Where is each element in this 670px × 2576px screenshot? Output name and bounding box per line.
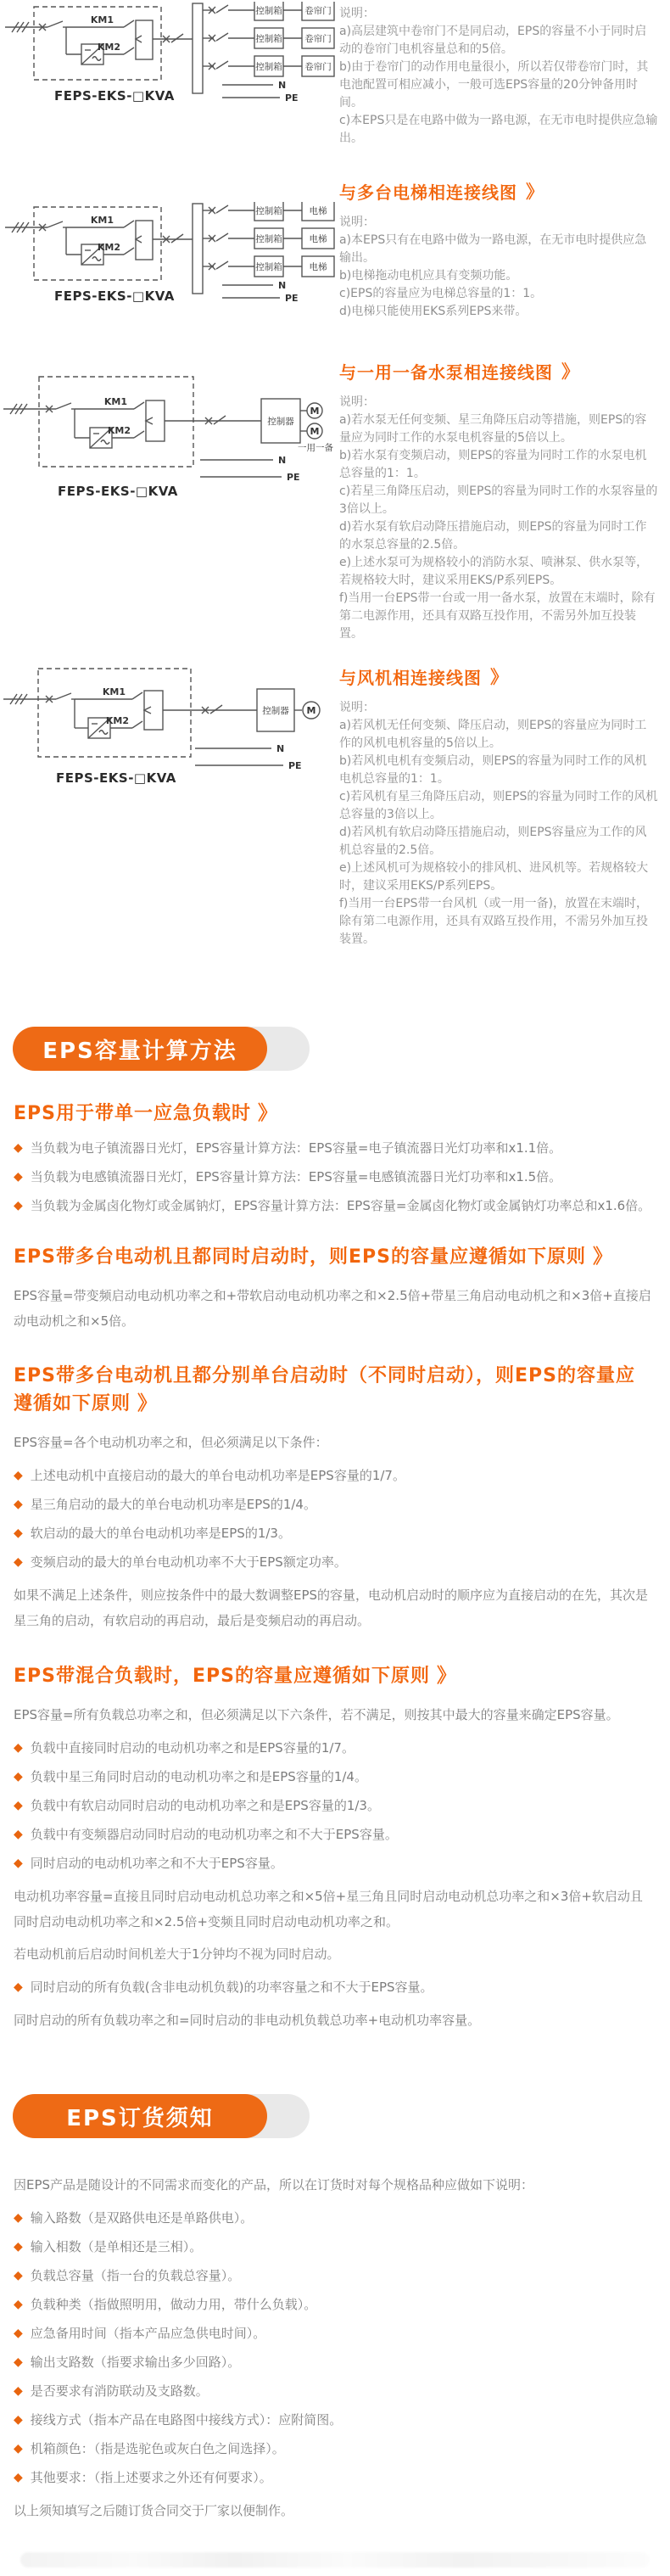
bullet-text: 负载中有变频器启动同时启动的电动机功率之和不大于EPS容量。 xyxy=(30,1827,398,1842)
km1-label: KM1 xyxy=(90,215,114,226)
diamond-bullet-icon: ◆ xyxy=(14,2298,23,2311)
double-chevron-icon: 》 xyxy=(526,182,544,202)
note-item: a)高层建筑中卷帘门不是同启动，EPS的容量不小于同时启动的卷帘门电机容量总和的5倍。 xyxy=(339,25,647,56)
diamond-bullet-icon: ◆ xyxy=(14,2413,23,2427)
control-box-label: 控制箱 xyxy=(255,34,282,44)
bullet-text: 负载种类（指做照明用，做动力用，带什么负载）。 xyxy=(30,2297,317,2312)
diamond-bullet-icon: ◆ xyxy=(14,1856,23,1870)
note-item: a)若风机无任何变频、降压启动，则EPS的容量应为同时工作的风机电机容量的5倍以上。 xyxy=(339,719,647,750)
diamond-bullet-icon: ◆ xyxy=(14,1170,23,1184)
notes-title: 说明： xyxy=(339,701,375,714)
bullet-text: 同时启动的所有负载(含非电动机负载)的功率容量之和不大于EPS容量。 xyxy=(30,1980,433,1995)
pe-line-label: PE xyxy=(285,293,299,304)
bullet-text: 负载总容量（指一台的负载总容量）。 xyxy=(30,2268,241,2283)
list-item xyxy=(14,1739,653,1756)
km2-label: KM2 xyxy=(97,242,120,253)
list-item xyxy=(14,1525,653,1542)
note-item: e)上述水泵可为规格较小的消防水泵、喷淋泵、供水泵等，若规格较大时，建议采用EKS/P系列EPS。 xyxy=(339,556,649,587)
section-heading-text: 与风机相连接线图 xyxy=(339,667,482,688)
control-box-label: 控制箱 xyxy=(255,234,282,244)
list-item xyxy=(14,1768,653,1785)
double-chevron-icon: 》 xyxy=(258,1102,278,1124)
diamond-bullet-icon: ◆ xyxy=(14,2211,23,2225)
note-item: b)由于卷帘门的动作用电量很小，所以若仅带卷帘门时，其电池配置可相应减小，一般可选EPS容量的20分钟备用时间。 xyxy=(339,60,649,109)
diamond-bullet-icon: ◆ xyxy=(14,2442,23,2456)
banner-pill: EPS容量计算方法 xyxy=(13,1027,267,1071)
double-chevron-icon: 》 xyxy=(490,667,509,687)
section-heading xyxy=(339,664,658,689)
rolling-door-label: 卷帘门 xyxy=(304,62,332,72)
bullet-text: 输出支路数（指要求输出多少回路）。 xyxy=(30,2355,241,2370)
diamond-bullet-icon: ◆ xyxy=(14,1828,23,1841)
elevator-label: 电梯 xyxy=(309,262,327,272)
elevator-section xyxy=(0,178,670,321)
capacity-banner xyxy=(13,1027,318,1071)
list-item xyxy=(14,2325,653,2342)
elevator-notes xyxy=(339,178,670,321)
note-item: d)若水泵有软启动降压措施启动，则EPS的容量为同时工作的水泵总容量的2.5倍。 xyxy=(339,520,647,552)
formula-paragraph: 电动机功率容量=直接且同时启动电动机总功率之和×5倍+星三角且同时启动电动机总功率之和×3倍+软启动且同时启动电动机功率之和×2.5倍+变频且同时启动电动机功率之和。 xyxy=(14,1889,643,1929)
motor-label: M xyxy=(310,426,320,437)
list-item xyxy=(14,1168,653,1185)
bullet-text: 接线方式（指本产品在电路图中接线方式）：应附简图。 xyxy=(30,2412,343,2428)
km1-label: KM1 xyxy=(90,14,114,25)
rolling-door-notes xyxy=(339,2,670,148)
notes-title: 说明： xyxy=(339,395,375,409)
section-heading xyxy=(339,358,658,384)
eps-model-label: FEPS-EKS-□KVA xyxy=(58,484,178,499)
note-item: f)当用一台EPS带一台风机（或一用一备)，放置在末端时，除有第二电源作用，还具有双路互投作用，不需另外加互投装置。 xyxy=(339,897,649,946)
heading-text: EPS带多台电动机且都分别单台启动时（不同时启动），则EPS的容量应遵循如下原则 xyxy=(14,1365,635,1414)
bullet-text: 当负载为电子镇流器日光灯，EPS容量计算方法：EPS容量=电子镇流器日光灯功率和x1.1倍。 xyxy=(30,1140,562,1156)
fan-diagram xyxy=(0,664,339,786)
note-item: a)若水泵无任何变频、星三角降压启动等措施，则EPS的容量应为同时工作的水泵电机容量的5倍以上。 xyxy=(339,413,647,445)
pe-line-label: PE xyxy=(285,92,299,104)
list-item xyxy=(14,2440,653,2457)
section-heading-text: 与一用一备水泵相连接线图 xyxy=(339,361,553,383)
banner-pill: EPS订货须知 xyxy=(13,2094,267,2138)
control-box-label: 控制箱 xyxy=(255,262,282,272)
diamond-bullet-icon: ◆ xyxy=(14,2327,23,2340)
motor-label: M xyxy=(310,406,320,417)
list-item xyxy=(14,1197,653,1214)
note-item: c)本EPS只是在电路中做为一路电源，在无市电时提供应急输出。 xyxy=(339,114,658,145)
motor-label: M xyxy=(306,705,316,716)
list-item xyxy=(14,2238,653,2255)
heading-text: EPS带混合负载时，EPS的容量应遵循如下原则 xyxy=(14,1666,430,1687)
list-item xyxy=(14,1496,653,1513)
bullet-text: 负载中直接同时启动的电动机功率之和是EPS容量的1/7。 xyxy=(30,1740,355,1756)
control-box-label: 控制箱 xyxy=(255,6,282,16)
bullet-text: 输入相数（是单相还是三相）。 xyxy=(30,2239,203,2254)
n-line-label: N xyxy=(276,743,285,754)
note-item: c)若星三角降压启动，则EPS的容量为同时工作的水泵容量的3倍以上。 xyxy=(339,484,658,516)
km2-label: KM2 xyxy=(105,715,129,726)
note-item: b)若水泵有变频启动，则EPS的容量为同时工作的水泵电机总容量的1：1。 xyxy=(339,449,647,480)
km1-label: KM1 xyxy=(102,686,126,697)
note-item: b)若风机电机有变频启动，则EPS的容量为同时工作的风机电机总容量的1：1。 xyxy=(339,754,647,786)
control-box-label: 控制箱 xyxy=(255,62,282,72)
n-line-label: N xyxy=(278,80,287,91)
diamond-bullet-icon: ◆ xyxy=(14,1741,23,1755)
diamond-bullet-icon: ◆ xyxy=(14,1199,23,1212)
rolling-door-wiring-diagram xyxy=(0,2,338,112)
bullet-text: 同时启动的电动机功率之和不大于EPS容量。 xyxy=(30,1856,283,1871)
bullet-text: 负载中有软启动同时启动的电动机功率之和是EPS容量的1/3。 xyxy=(30,1798,380,1813)
diamond-bullet-icon: ◆ xyxy=(14,2384,23,2398)
list-item xyxy=(14,2411,653,2428)
control-box-label: 控制箱 xyxy=(255,206,282,216)
capacity-subheading-single xyxy=(14,1100,653,1128)
list-item xyxy=(14,2383,653,2400)
elevator-wiring-diagram xyxy=(0,202,338,312)
diamond-bullet-icon: ◆ xyxy=(14,2269,23,2282)
notes-title: 说明： xyxy=(339,216,375,229)
fan-section xyxy=(0,664,670,949)
list-item xyxy=(14,1826,653,1843)
bullet-text: 应急备用时间（指本产品应急供电时间）。 xyxy=(30,2326,266,2341)
list-item xyxy=(14,2354,653,2371)
diamond-bullet-icon: ◆ xyxy=(14,1980,23,1994)
rolling-door-label: 卷帘门 xyxy=(304,34,332,44)
ordering-outro: 以上须知填写之后随订货合同交于厂家以便制作。 xyxy=(14,2503,294,2518)
rolling-door-label: 卷帘门 xyxy=(304,6,332,16)
double-chevron-icon: 》 xyxy=(593,1246,613,1268)
intro-paragraph: EPS容量=所有负载总功率之和，但必须满足以下六条件，若不满足，则按其中最大的容量来确定EPS容量。 xyxy=(14,1707,619,1722)
double-chevron-icon: 》 xyxy=(437,1665,457,1687)
eps-model-label: FEPS-EKS-□KVA xyxy=(54,288,175,304)
capacity-subheading-separate xyxy=(14,1363,653,1418)
bullet-text: 当负载为电感镇流器日光灯，EPS容量计算方法：EPS容量=电感镇流器日光灯功率和x1.5倍。 xyxy=(30,1169,562,1184)
note-item: f)当用一台EPS带一台或一用一备水泵，放置在末端时，除有第二电源作用，还具有双路互投作用，不需另外加互投装置。 xyxy=(339,591,656,641)
bullet-text: 星三角启动的最大的单台电动机功率是EPS的1/4。 xyxy=(30,1497,316,1512)
list-item xyxy=(14,1979,653,1996)
faint-watermark-strip xyxy=(20,2552,650,2568)
bullet-text: 上述电动机中直接启动的最大的单台电动机功率是EPS容量的1/7。 xyxy=(30,1468,405,1483)
note-item: c)若风机有星三角降压启动，则EPS的容量为同时工作的风机总容量的3倍以上。 xyxy=(339,790,658,821)
diamond-bullet-icon: ◆ xyxy=(14,1555,23,1569)
n-line-label: N xyxy=(278,280,287,291)
bullet-text: 软启动的最大的单台电动机功率是EPS的1/3。 xyxy=(30,1526,291,1541)
bullet-text: 变频启动的最大的单台电动机功率不大于EPS额定功率。 xyxy=(30,1554,347,1570)
diamond-bullet-icon: ◆ xyxy=(14,2471,23,2484)
ordering-banner xyxy=(13,2094,318,2138)
bullet-text: 输入路数（是双路供电还是单路供电）。 xyxy=(30,2210,254,2226)
note-item: b)电梯拖动电机应具有变频功能。 xyxy=(339,269,518,283)
list-item xyxy=(14,1140,653,1156)
pump-wiring-diagram xyxy=(0,370,338,499)
section-heading-text: 与多台电梯相连接线图 xyxy=(339,182,517,203)
intro-paragraph: EPS容量=各个电动机功率之和，但必须满足以下条件： xyxy=(14,1435,328,1450)
elevator-diagram xyxy=(0,178,339,312)
section-heading xyxy=(339,178,658,204)
controller-label: 控制器 xyxy=(267,417,294,427)
outro-paragraph: 如果不满足上述条件，则应按条件中的最大数调整EPS的容量，电动机启动时的顺序应为直接启动的在先，其次是星三角的启动，有软启动的再启动，最后是变频启动的再启动。 xyxy=(14,1588,649,1628)
fan-notes xyxy=(339,664,670,949)
fan-wiring-diagram xyxy=(0,664,338,786)
diamond-bullet-icon: ◆ xyxy=(14,2240,23,2254)
one-use-one-backup-label: 一用一备 xyxy=(298,443,333,453)
ordering-content xyxy=(0,2172,670,2523)
elevator-label: 电梯 xyxy=(309,206,327,216)
controller-label: 控制器 xyxy=(262,706,289,716)
diamond-bullet-icon: ◆ xyxy=(14,1469,23,1482)
rolling-door-section xyxy=(0,2,670,148)
capacity-subheading-mixed xyxy=(14,1662,653,1690)
bullet-text: 机箱颜色：（指是选驼色或灰白色之间选择）。 xyxy=(30,2441,285,2456)
pe-line-label: PE xyxy=(287,472,300,483)
note-item: c)EPS的容量应为电梯总容量的1：1。 xyxy=(339,287,543,300)
ordering-intro: 因EPS产品是随设计的不同需求而变化的产品，所以在订货时对每个规格品种应做如下说明： xyxy=(14,2177,534,2192)
n-line-label: N xyxy=(278,455,287,466)
note-item: d)电梯只能使用EKS系列EPS来带。 xyxy=(339,305,528,318)
capacity-subheading-simultaneous xyxy=(14,1243,653,1271)
bullet-text: 其他要求：（指上述要求之外还有何要求）。 xyxy=(30,2470,272,2485)
pump-diagram xyxy=(0,358,339,499)
list-item xyxy=(14,1797,653,1814)
formula-paragraph: 同时启动的所有负载功率之和=同时启动的非电动机负载总功率+电动机功率容量。 xyxy=(14,2013,481,2028)
diamond-bullet-icon: ◆ xyxy=(14,1770,23,1784)
diamond-bullet-icon: ◆ xyxy=(14,2355,23,2369)
note-item: a)本EPS只有在电路中做为一路电源，在无市电时提供应急输出。 xyxy=(339,233,647,265)
heading-text: EPS用于带单一应急负载时 xyxy=(14,1103,251,1124)
pump-section xyxy=(0,358,670,643)
diamond-bullet-icon: ◆ xyxy=(14,1141,23,1155)
notes-title: 说明： xyxy=(339,7,375,20)
list-item xyxy=(14,2296,653,2313)
eps-model-label: FEPS-EKS-□KVA xyxy=(56,770,176,786)
elevator-label: 电梯 xyxy=(309,234,327,244)
diamond-bullet-icon: ◆ xyxy=(14,1498,23,1511)
pe-line-label: PE xyxy=(288,760,302,771)
formula-paragraph: EPS容量=带变频启动电动机功率之和+带软启动电动机功率之和×2.5倍+带星三角启动电动机之和×3倍+直接启动电动机之和×5倍。 xyxy=(14,1288,651,1329)
note-item: d)若风机有软启动降压措施启动，则EPS容量应为工作的风机总容量的2.5倍。 xyxy=(339,826,647,857)
pump-notes xyxy=(339,358,670,643)
list-item xyxy=(14,1855,653,1872)
double-chevron-icon: 》 xyxy=(561,361,580,382)
list-item xyxy=(14,1554,653,1571)
diamond-bullet-icon: ◆ xyxy=(14,1526,23,1540)
diamond-bullet-icon: ◆ xyxy=(14,1799,23,1812)
double-chevron-icon: 》 xyxy=(137,1392,159,1414)
note-item: e)上述风机可为规格较小的排风机、进风机等。若规格较大时，建议采用EKS/P系列EPS。 xyxy=(339,861,649,893)
bullet-text: 负载中星三角同时启动的电动机功率之和是EPS容量的1/4。 xyxy=(30,1769,367,1784)
bullet-text: 是否要求有消防联动及支路数。 xyxy=(30,2383,209,2399)
list-item xyxy=(14,2209,653,2226)
eps-model-label: FEPS-EKS-□KVA xyxy=(54,88,175,104)
list-item xyxy=(14,2267,653,2284)
list-item xyxy=(14,1467,653,1484)
rolling-door-diagram xyxy=(0,2,339,112)
list-item xyxy=(14,2469,653,2486)
note-paragraph: 若电动机前后启动时间机差大于1分钟均不视为同时启动。 xyxy=(14,1946,340,1962)
bullet-text: 当负载为金属卤化物灯或金属钠灯，EPS容量计算方法：EPS容量=金属卤化物灯或金属钠灯功率总和x1.6倍。 xyxy=(30,1198,651,1213)
km2-label: KM2 xyxy=(97,42,120,53)
km2-label: KM2 xyxy=(107,425,131,436)
capacity-content xyxy=(0,1100,670,2033)
heading-text: EPS带多台电动机且都同时启动时，则EPS的容量应遵循如下原则 xyxy=(14,1246,586,1268)
km1-label: KM1 xyxy=(103,396,127,407)
